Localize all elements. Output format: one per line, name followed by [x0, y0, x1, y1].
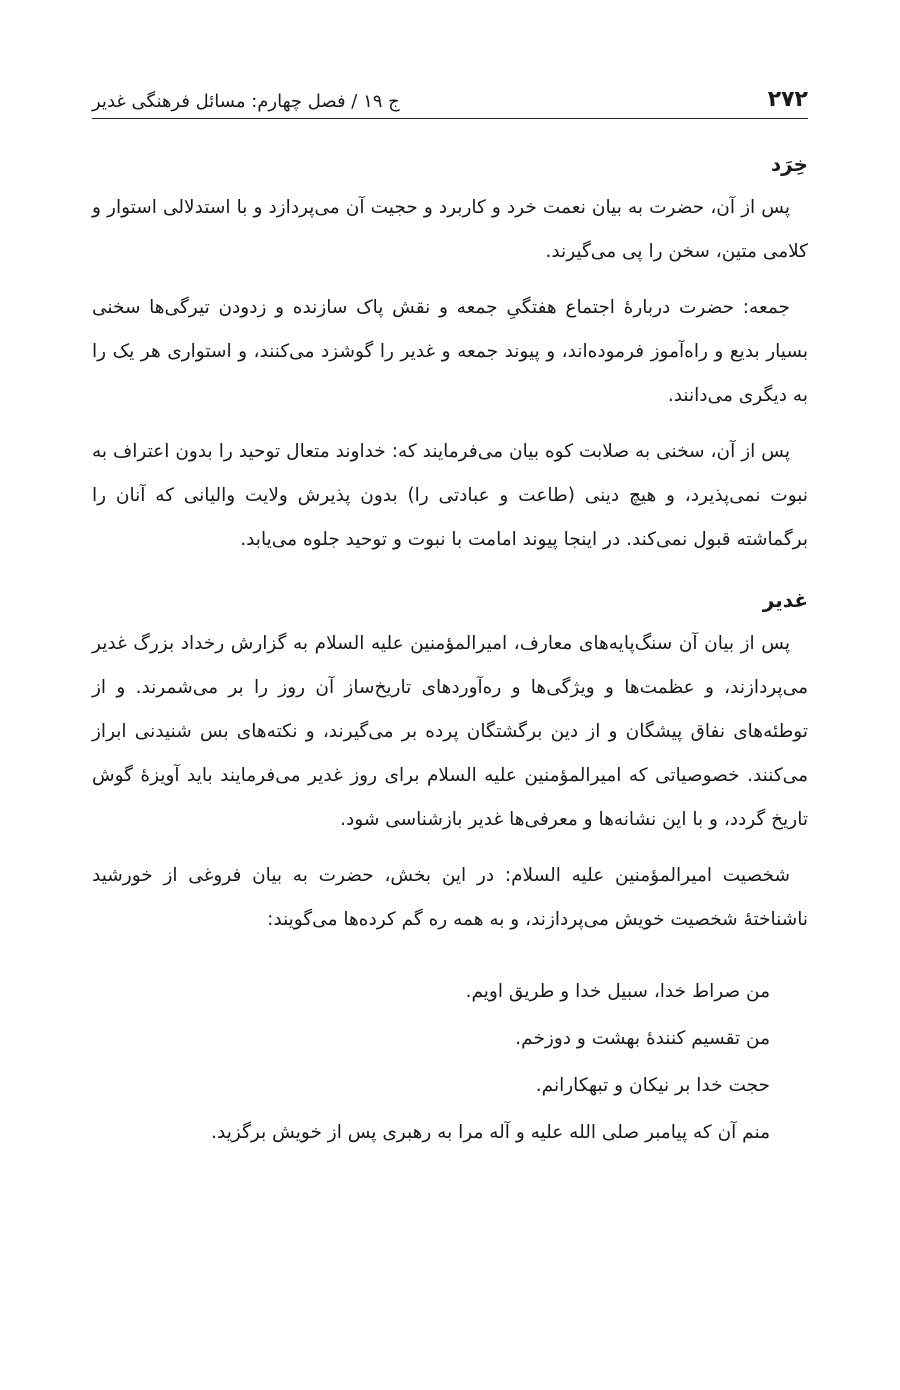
section-spacer: [92, 574, 808, 584]
paragraph: پس از آن، حضرت به بیان نعمت خرد و کاربرد و حجیت آن می‌پردازد و با استدلالی استوار و کلامی متین، سخن را پی می‌گیرند.: [92, 197, 808, 262]
book-page: [92, 0, 808, 1390]
page-number: ۲۷۲: [767, 87, 808, 112]
quoted-line: حجت خدا بر نیکان و تبهکارانم.: [535, 1075, 770, 1096]
section-title: غدیر: [762, 588, 808, 612]
paragraph: پس از آن، سخنی به صلابت کوه بیان می‌فرمایند که: خداوند متعال توحید را بدون اعتراف به نبوت نمی‌پذیرد، و هیچ دینی (طاعت و عبادتی را) بدون پذیرش ولایت والیانی که آنان را برگماشته قبول نمی‌کند. در اینجا پیوند امامت با نبوت و توحید جلوه می‌یابد.: [92, 441, 808, 550]
quoted-line: من صراط خدا، سبیل خدا و طریق اویم.: [465, 981, 770, 1002]
quoted-line: من تقسیم کنندهٔ بهشت و دوزخم.: [515, 1028, 770, 1049]
page-content: [92, 148, 808, 1156]
quoted-line: منم آن که پیامبر صلی الله علیه و آله مرا به رهبری پس از خویش برگزید.: [211, 1122, 770, 1143]
section-title: خِرَد: [770, 152, 808, 176]
paragraph: جمعه: حضرت دربارهٔ اجتماع هفتگیِ جمعه و نقش پاک سازنده و زدودن تیرگی‌ها سخنی بسیار بدیع و راه‌آموز فرموده‌اند، و پیوند جمعه و غدیر را گوشزد می‌کنند، و استواری هر یک را به دیگری می‌دانند.: [92, 297, 808, 406]
running-header-title: ج ۱۹ / فصل چهارم: مسائل فرهنگی غدیر: [92, 91, 400, 112]
paragraph: شخصیت امیرالمؤمنین علیه السلام: در این بخش، حضرت به بیان فروغی از خورشید ناشناختهٔ شخصیت خویش می‌پردازند، و به همه ره گم کرده‌ها می‌گویند:: [92, 865, 808, 930]
paragraph: پس از بیان آن سنگ‌پایه‌های معارف، امیرالمؤمنین علیه السلام به گزارش رخداد بزرگ غدیر می‌پردازند، و عظمت‌ها و ویژگی‌ها و ره‌آوردهای تاریخ‌ساز آن روز را بر می‌شمرند. و از توطئه‌های نفاق پیشگان و از دین برگشتگان پرده بر می‌گیرند، و نکته‌های بس شنیدنی ابراز می‌کنند. خصوصیاتی که امیرالمؤمنین علیه السلام برای روز غدیر می‌فرمایند باید آویزهٔ گوش تاریخ گردد، و با این نشانه‌ها و معرفی‌ها غدیر بازشناسی شود.: [92, 633, 808, 830]
running-header: [92, 72, 808, 119]
section-ghadir: [92, 584, 808, 942]
section-kherad: [92, 148, 808, 562]
quoted-lines: [92, 968, 808, 1156]
